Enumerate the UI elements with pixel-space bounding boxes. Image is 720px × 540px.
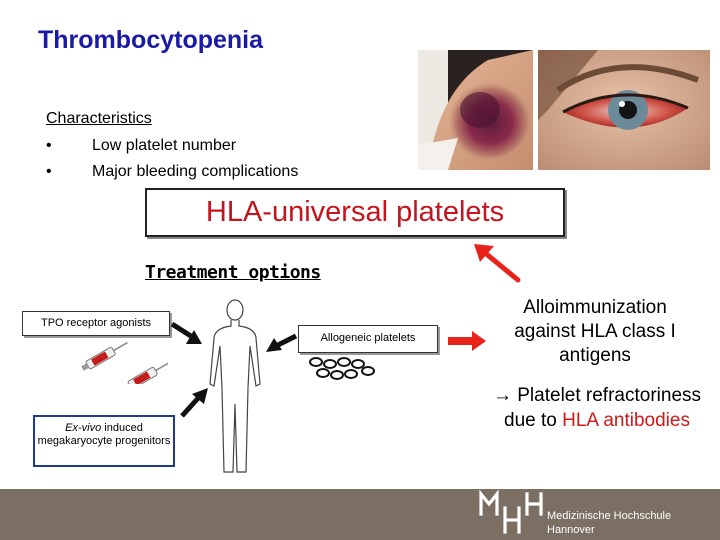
tpo-receptor-agonists-box: TPO receptor agonists	[22, 311, 170, 336]
bruise-photo	[418, 50, 533, 170]
ex-vivo-rest: induced megakaryocyte progenitors	[37, 422, 171, 447]
syringe-icon	[78, 334, 168, 384]
institution-line2: Hannover	[547, 524, 595, 536]
slide-title: Thrombocytopenia	[38, 26, 264, 54]
platelet-cluster-icon	[308, 356, 380, 382]
mhh-logo	[477, 490, 547, 536]
alloimmunization-text: Alloimmunization against HLA class I antigens	[514, 297, 676, 366]
bullet-icon: •	[46, 163, 52, 180]
refractoriness-line2: due to	[504, 410, 563, 431]
hla-universal-platelets-box: HLA-universal platelets	[145, 188, 565, 237]
arrow-icon	[468, 240, 528, 288]
ex-vivo-italic: Ex-vivo	[65, 422, 102, 434]
refractoriness-line1: Platelet refractoriness	[511, 385, 702, 406]
hla-antibodies-text: HLA antibodies	[562, 410, 690, 431]
characteristics-heading: Characteristics	[46, 110, 152, 127]
institution-name	[547, 509, 671, 537]
arrow-icon: →	[492, 385, 512, 406]
allogeneic-platelets-box: Allogeneic platelets	[298, 325, 438, 353]
arrow-icon	[448, 331, 488, 351]
bullet-icon: •	[46, 137, 52, 154]
treatment-options-heading: Treatment options	[145, 262, 321, 283]
characteristic-text: Major bleeding complications	[92, 163, 299, 180]
characteristic-text: Low platelet number	[92, 137, 237, 154]
red-eye-photo	[538, 50, 710, 170]
refractoriness-text	[484, 383, 710, 433]
ex-vivo-progenitors-box	[33, 415, 175, 467]
human-figure-icon	[200, 296, 270, 476]
institution-line1: Medizinische Hochschule	[547, 510, 672, 522]
